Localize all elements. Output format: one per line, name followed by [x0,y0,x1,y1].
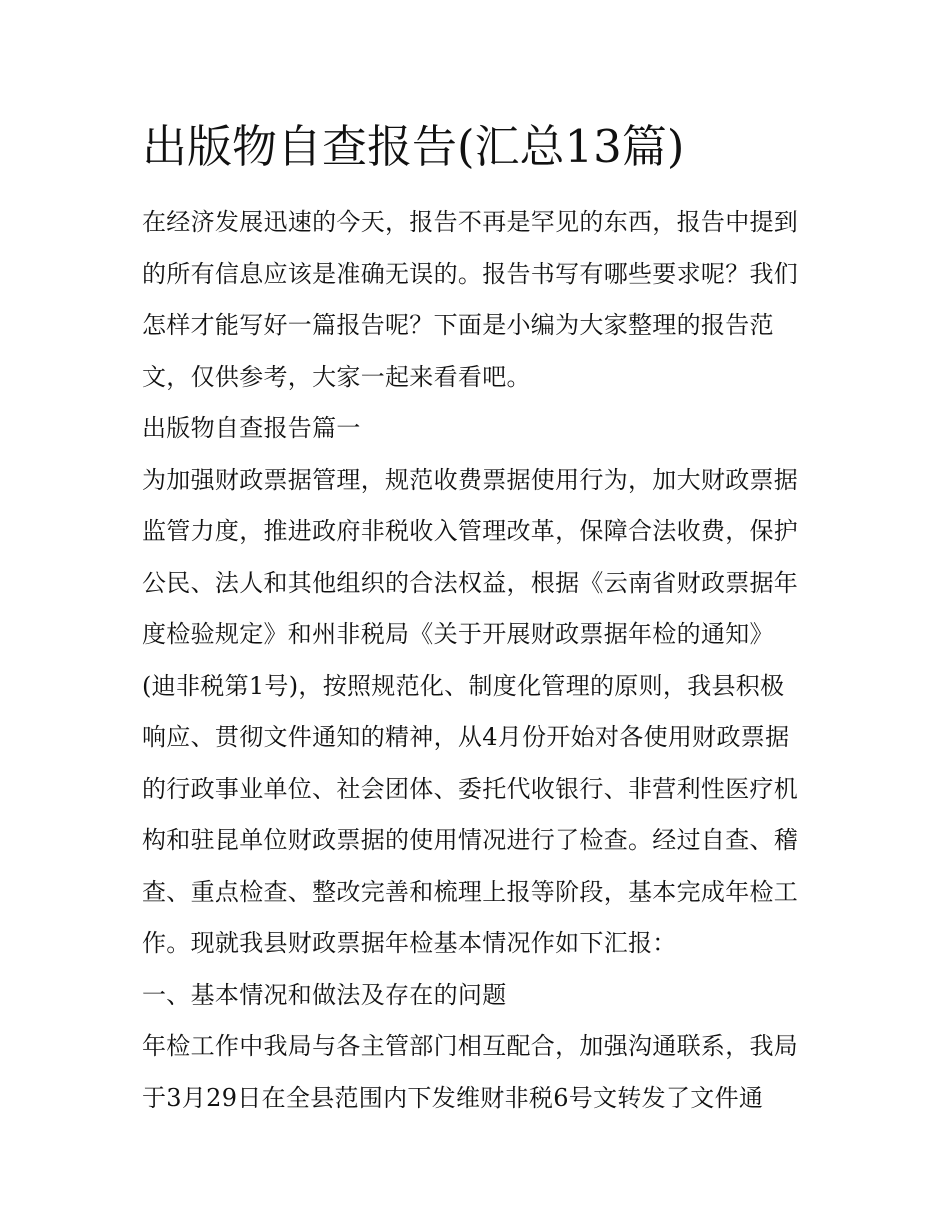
text-line: (迪非税第1号)，按照规范化、制度化管理的原则，我县积极 [142,671,785,700]
document-title: 出版物自查报告(汇总13篇) [142,120,685,173]
text-line: 的行政事业单位、社会团体、委托代收银行、非营利性医疗机 [142,774,799,803]
text-line: 在经济发展迅速的今天，报告不再是罕见的东西，报告中提到 [142,208,799,236]
text-line: 怎样才能写好一篇报告呢？下面是小编为大家整理的报告范 [142,311,774,339]
text-line: 为加强财政票据管理，规范收费票据使用行为，加大财政票据 [142,465,799,494]
text-line: 的所有信息应该是准确无误的。报告书写有哪些要求呢？我们 [142,259,799,288]
text-line: 响应、贯彻文件通知的精神，从4月份开始对各使用财政票据 [142,723,790,751]
text-line: 查、重点检查、整改完善和梳理上报等阶段，基本完成年检工 [142,877,799,906]
text-line: 监管力度，推进政府非税收入管理改革，保障合法收费，保护 [142,517,799,545]
text-line: 作。现就我县财政票据年检基本情况作如下汇报： [142,929,677,957]
document-body [142,197,822,1124]
text-line: 构和驻昆单位财政票据的使用情况进行了检查。经过自查、稽 [142,826,799,854]
text-line: 年检工作中我局与各主管部门相互配合，加强沟通联系，我局 [142,1032,799,1060]
text-line: 文，仅供参考，大家一起来看看吧。 [142,362,531,391]
text-line: 公民、法人和其他组织的合法权益，根据《云南省财政票据年 [142,568,799,597]
section-heading: 出版物自查报告篇一 [142,414,361,442]
subsection-heading: 一、基本情况和做法及存在的问题 [142,980,507,1009]
text-line: 于3月29日在全县范围内下发维财非税6号文转发了文件通 [142,1083,764,1112]
text-line: 度检验规定》和州非税局《关于开展财政票据年检的通知》 [142,620,774,648]
